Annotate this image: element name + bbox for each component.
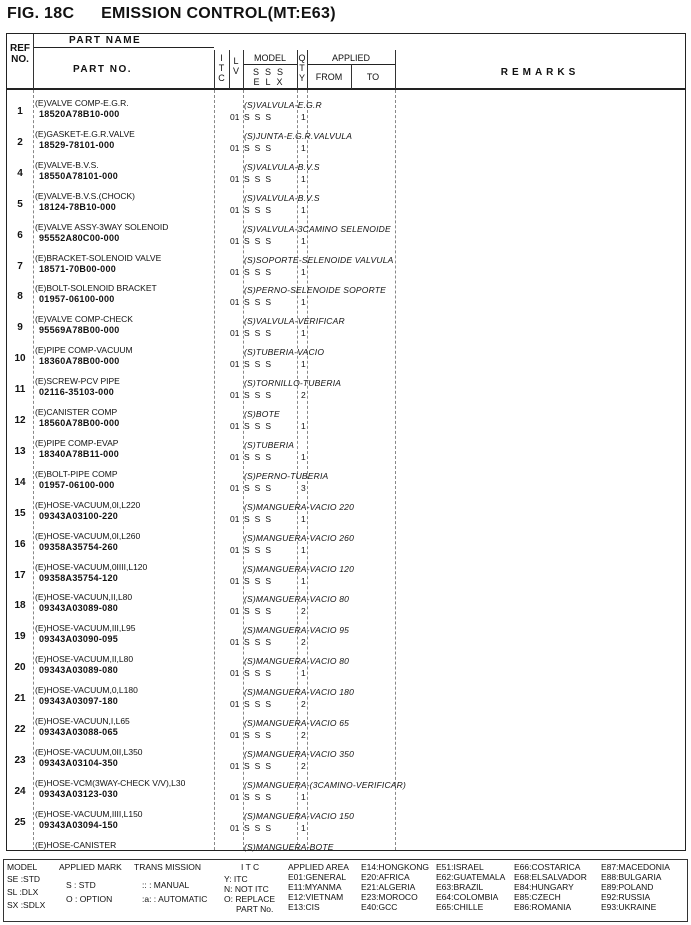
model-marks: SSS (244, 760, 277, 771)
ref-no: 11 (14, 384, 26, 396)
quantity: 1 (301, 544, 306, 555)
itc-code: 01 (230, 112, 240, 122)
ref-no: 14 (14, 476, 26, 488)
model-marks: SSS (244, 730, 277, 740)
part-name: (E)HOSE-VACUUM,II,L80 (35, 654, 134, 665)
quantity: 1 (301, 204, 306, 215)
legend-area-item: E11:MYANMA (288, 882, 342, 892)
part-number: 95552A80C00-000 (39, 232, 120, 243)
itc-code: 01 (230, 235, 240, 246)
spanish-name: (S)BOTE (244, 409, 280, 419)
legend-model-sl: SL :DLX (7, 887, 39, 897)
quantity: 2 (301, 760, 306, 771)
part-name: (E)BOLT-SOLENOID BRACKET (35, 283, 157, 294)
spanish-name: (S)VALVULA-E.G.R (244, 100, 322, 110)
ref-no: 2 (17, 136, 23, 148)
part-number: 18550A78101-000 (39, 170, 119, 181)
legend-applied-mark-title: APPLIED MARK (59, 862, 122, 872)
table-row (7, 469, 687, 500)
parts-table (6, 33, 686, 851)
part-number: 18360A78B00-000 (39, 356, 120, 367)
ref-no: 22 (14, 724, 26, 735)
ref-no: 8 (17, 291, 23, 303)
part-name: (E)HOSE-VACUUM,0,L180 (35, 685, 138, 696)
part-number: 09343A03097-180 (39, 696, 119, 707)
legend-area-item: E01:GENERAL (288, 872, 347, 882)
itc-code: 01 (230, 421, 240, 431)
spanish-name: (S)MANGUERA-VACIO 150 (244, 810, 355, 821)
legend-area-item: E62:GUATEMALA (436, 872, 506, 882)
lv-letter: L (233, 56, 239, 66)
part-number: 09343A03123-030 (39, 788, 119, 799)
legend-area-item: E92:RUSSIA (601, 892, 651, 902)
itc-code: 01 (230, 328, 240, 339)
legend-area-item: E23:MOROCO (361, 892, 418, 902)
model-marks: SSS (244, 482, 277, 493)
itc-code: 01 (230, 390, 240, 401)
quantity: 1 (301, 173, 306, 184)
itc-header (214, 53, 229, 83)
part-number: 09343A03088-065 (39, 727, 119, 737)
model-marks: SSS (244, 606, 277, 617)
ref-no: 12 (14, 415, 26, 426)
itc-code: 01 (230, 173, 240, 184)
itc-code: 01 (230, 204, 240, 215)
quantity: 1 (301, 328, 306, 339)
table-row (7, 98, 687, 129)
legend-itc-n: N: NOT ITC (224, 884, 269, 894)
qty-letter: Y (298, 73, 305, 83)
legend-mark-option: O : OPTION (66, 894, 113, 904)
part-name: (E)VALVE COMP-E.G.R. (35, 98, 129, 108)
part-name: (E)HOSE-VACUUM,0II,L350 (35, 746, 143, 757)
table-row (7, 592, 687, 623)
model-marks: SSS (244, 822, 277, 833)
figure-name: EMISSION CONTROL(MT:E63) (101, 5, 336, 22)
ref-no: 25 (14, 816, 26, 828)
table-row (7, 747, 687, 778)
legend-area-item: E21:ALGERIA (361, 882, 416, 892)
ref-no: 23 (14, 754, 26, 766)
table-row (7, 129, 687, 160)
table-row (7, 778, 687, 809)
part-name: (E)VALVE COMP-CHECK (35, 314, 133, 325)
model-header: MODEL (253, 53, 286, 63)
part-number: 02116-35103-000 (39, 387, 115, 398)
legend-area-item: E64:COLOMBIA (436, 892, 499, 902)
spanish-name: (S)JUNTA-E.G.R.VALVULA (244, 130, 353, 141)
legend-area-item: E40:GCC (361, 902, 398, 912)
ref-header-line: NO. (11, 54, 29, 65)
table-row (7, 253, 687, 284)
legend-area-item: E87:MACEDONIA (601, 862, 670, 872)
header-bottom-line (7, 88, 685, 90)
legend-itc-y: Y: ITC (224, 874, 248, 884)
ref-no: 17 (14, 569, 26, 581)
spanish-name: (S)MANGUERA-VACIO 350 (244, 748, 355, 759)
part-name: (E)CANISTER COMP (35, 407, 118, 417)
legend-itc-partno: PART No. (236, 904, 274, 914)
itc-code: 01 (230, 637, 240, 648)
legend-area-item: E51:ISRAEL (436, 862, 484, 872)
itc-code: 01 (230, 575, 240, 586)
model-marks: SSS (244, 204, 277, 215)
model-marks: SSS (244, 513, 277, 524)
ref-no: 5 (17, 198, 23, 210)
ref-no: 10 (14, 353, 26, 365)
legend-area-item: E65:CHILLE (436, 902, 484, 912)
itc-code: 01 (230, 760, 240, 771)
table-row (7, 222, 687, 253)
legend-area-item: E13:CIS (288, 902, 320, 912)
model-marks: SSS (244, 266, 277, 277)
model-marks: SSS (244, 112, 277, 122)
ref-no: 21 (14, 693, 26, 705)
part-no-header: PART NO. (73, 64, 133, 75)
table-row (7, 562, 687, 593)
spanish-name: (S)SOPORTE-SELENOIDE VALVULA (244, 254, 394, 265)
part-number: 95569A78B00-000 (39, 325, 120, 336)
quantity: 1 (301, 575, 306, 586)
spanish-name: (S)TORNILLO-TUBERIA (244, 378, 342, 389)
part-number: 18124-78B10-000 (39, 201, 117, 212)
legend-box (3, 859, 688, 922)
ref-header-line: REF (10, 43, 30, 54)
part-number: 09343A03089-080 (39, 603, 119, 614)
spanish-name: (S)VALVULA-3CAMINO SELENOIDE (244, 223, 391, 234)
legend-mark-std: S : STD (66, 880, 96, 890)
spanish-name: (S)PERNO-SELENOIDE SOPORTE (244, 285, 387, 296)
spanish-name: (S)MANGUERA-VACIO 80 (244, 594, 350, 605)
ref-no: 6 (17, 229, 23, 241)
part-number: 18520A78B10-000 (39, 109, 120, 119)
lv-header (229, 56, 243, 76)
part-name: (E)VALVE ASSY-3WAY SOLENOID (35, 221, 169, 232)
table-row (7, 314, 687, 345)
quantity: 1 (301, 359, 306, 370)
ref-no: 4 (17, 167, 23, 179)
model-marks: SSS (244, 359, 277, 370)
ref-no: 15 (14, 507, 26, 519)
legend-model-sx: SX :SDLX (7, 900, 46, 910)
table-row (7, 654, 687, 685)
table-row (7, 345, 687, 376)
model-marks: SSS (244, 451, 277, 462)
legend-area-title: APPLIED AREA (288, 862, 349, 872)
qty-header (297, 53, 307, 83)
quantity: 1 (301, 266, 306, 277)
legend-area-item: E14:HONGKONG (361, 862, 430, 872)
model-marks: SSS (244, 699, 277, 710)
table-row (7, 407, 687, 438)
itc-code: 01 (230, 730, 240, 740)
spanish-name: (S)MANGUERA-VACIO 95 (244, 625, 350, 636)
part-name: (E)HOSE-VACUUN,I,L65 (35, 716, 130, 726)
table-row (7, 500, 687, 531)
quantity: 1 (301, 235, 306, 246)
figure-number: FIG. 18C (7, 5, 75, 22)
part-number: 18529-78101-000 (39, 139, 115, 150)
quantity: 1 (301, 142, 306, 153)
legend-trans-manual: :: : MANUAL (142, 880, 190, 890)
model-marks: SSS (244, 791, 277, 802)
applied-header: APPLIED (331, 53, 371, 63)
itc-code: 01 (230, 606, 240, 617)
itc-code: 01 (230, 822, 240, 833)
model-marks: SSS (244, 328, 277, 339)
model-marks: SSS (244, 421, 277, 431)
quantity: 3 (301, 482, 306, 493)
table-row (7, 191, 687, 222)
ref-no-header (7, 43, 33, 65)
qty-letter: T (299, 63, 305, 73)
part-name: (E)HOSE-VACUUN,II,L80 (35, 592, 133, 603)
ref-no: 7 (17, 260, 23, 272)
part-name: (E)HOSE-VACUUM,0IIII,L120 (35, 561, 148, 572)
spanish-name: (S)MANGUERA-VACIO 80 (244, 656, 350, 667)
legend-area-item: E85:CZECH (514, 892, 561, 902)
part-name: (E)PIPE COMP-EVAP (35, 437, 119, 448)
legend-trans-auto: :a: : AUTOMATIC (142, 894, 208, 904)
ref-no: 1 (17, 106, 23, 117)
quantity: 1 (301, 668, 306, 679)
itc-code: 01 (230, 544, 240, 555)
part-name: (E)HOSE-VACUUM,0I,L220 (35, 499, 141, 510)
qty-letter: Q (298, 53, 306, 63)
part-name: (E)HOSE-VCM(3WAY-CHECK V/V),L30 (35, 777, 186, 788)
itc-code: 01 (230, 513, 240, 524)
ref-no: 13 (14, 445, 26, 457)
itc-code: 01 (230, 699, 240, 710)
quantity: 2 (301, 606, 306, 617)
quantity: 1 (301, 112, 306, 122)
model-marks: SSS (244, 637, 277, 648)
part-number: 09358A35754-120 (39, 572, 119, 583)
model-sub-letter: X (276, 77, 289, 87)
table-row (7, 623, 687, 654)
legend-itc-title: I T C (241, 862, 260, 872)
itc-code: 01 (230, 142, 240, 153)
quantity: 1 (301, 822, 306, 833)
itc-code: 01 (230, 482, 240, 493)
part-number: 01957-06100-000 (39, 479, 115, 490)
model-col: S (264, 67, 277, 77)
quantity: 1 (301, 791, 306, 802)
model-cols (245, 67, 297, 77)
ref-no: 20 (14, 662, 26, 674)
table-row (7, 716, 687, 747)
part-number: 09343A03100-220 (39, 510, 119, 521)
quantity: 1 (301, 451, 306, 462)
model-marks: SSS (244, 668, 277, 679)
model-sub-letter: L (265, 77, 277, 87)
part-name: (E)BOLT-PIPE COMP (35, 468, 118, 479)
itc-letter: T (218, 63, 225, 73)
part-number: 01957-06100-000 (39, 294, 115, 305)
model-marks: SSS (244, 142, 277, 153)
legend-area-item: E12:VIETNAM (288, 892, 344, 902)
table-row (7, 438, 687, 469)
legend-area-item: E89:POLAND (601, 882, 654, 892)
part-name: (E)HOSE-CANISTER (35, 839, 117, 850)
table-row (7, 376, 687, 407)
model-sub-letter: E (253, 77, 266, 87)
legend-area-item: E20:AFRICA (361, 872, 410, 882)
part-name: (E)VALVE-B.V.S. (35, 159, 99, 170)
model-divider (244, 64, 297, 65)
spanish-name: (S)MANGUERA-BOTE (244, 841, 334, 852)
spanish-name: (S)MANGUERA-VACIO 260 (244, 532, 355, 543)
spanish-name: (S)MANGUERA-VACIO 65 (244, 718, 350, 728)
part-name: (E)GASKET-E.G.R.VALVE (35, 128, 135, 139)
spanish-name: (S)MANGUERA-VACIO 120 (244, 563, 355, 574)
table-row (7, 160, 687, 191)
legend-area-item: E84:HUNGARY (514, 882, 574, 892)
legend-model-se: SE :STD (7, 874, 41, 884)
quantity: 1 (301, 297, 306, 308)
ref-no: 16 (14, 538, 26, 550)
itc-code: 01 (230, 359, 240, 370)
part-number: 09343A03089-080 (39, 665, 119, 676)
part-name: (E)HOSE-VACUUM,III,L95 (35, 623, 136, 634)
model-marks: SSS (244, 297, 277, 308)
table-row (7, 531, 687, 562)
ref-no: 19 (14, 631, 26, 643)
legend-trans-title: TRANS MISSION (134, 862, 202, 872)
spanish-name: (S)MANGUERA-VACIO 180 (244, 687, 355, 698)
ref-no: 9 (17, 322, 23, 334)
part-number: 18571-70B00-000 (39, 263, 117, 274)
model-marks: SSS (244, 390, 277, 401)
part-name: (E)HOSE-VACUUM,0I,L260 (35, 530, 141, 541)
legend-area-item: E63:BRAZIL (436, 882, 484, 892)
part-name: (E)VALVE-B.V.S.(CHOCK) (35, 190, 135, 201)
ref-no: 18 (14, 600, 26, 612)
part-name: (E)PIPE COMP-VACUUM (35, 345, 133, 356)
part-number: 09343A03104-350 (39, 757, 119, 768)
spanish-name: (S)TUBERIA-VACIO (244, 347, 325, 358)
itc-code: 01 (230, 266, 240, 277)
model-col: S (252, 67, 265, 77)
remarks-header: REMARKS (500, 67, 580, 78)
part-name: (E)HOSE-VACUUM,IIII,L150 (35, 808, 143, 819)
part-number: 09343A03090-095 (39, 634, 119, 645)
model-marks: SSS (244, 575, 277, 586)
quantity: 1 (301, 513, 306, 524)
part-name: (E)SCREW-PCV PIPE (35, 376, 120, 387)
spanish-name: (S)MANGUERA-VACIO 220 (244, 501, 355, 512)
itc-letter: I (220, 53, 223, 63)
model-marks: SSS (244, 544, 277, 555)
table-row (7, 283, 687, 314)
spanish-name: (S)MANGUERA-(3CAMINO-VERIFICAR) (244, 779, 407, 790)
itc-code: 01 (230, 451, 240, 462)
itc-code: 01 (230, 668, 240, 679)
legend-area-item: E88:BULGARIA (601, 872, 662, 882)
spanish-name: (S)VALVULA-B.V.S (244, 161, 320, 172)
part-name-header: PART NAME (69, 35, 142, 46)
header-divider (33, 47, 214, 48)
from-header: FROM (315, 72, 343, 82)
page-title (7, 5, 336, 23)
legend-area-item: E68:ELSALVADOR (514, 872, 587, 882)
legend-itc-o: O: REPLACE (224, 894, 276, 904)
spanish-name: (S)VALVULA-VERIFICAR (244, 316, 345, 327)
itc-code: 01 (230, 791, 240, 802)
quantity: 2 (301, 730, 306, 740)
part-number: 09358A35754-260 (39, 541, 119, 552)
quantity: 2 (301, 699, 306, 710)
spanish-name: (S)PERNO-TUBERIA (244, 470, 329, 481)
legend-model-title: MODEL (7, 862, 38, 872)
spanish-name: (S)TUBERIA (244, 439, 295, 450)
legend-area-item: E86:ROMANIA (514, 902, 572, 912)
itc-letter: C (218, 73, 225, 83)
legend-area-item: E93:UKRAINE (601, 902, 657, 912)
part-number: 18340A78B11-000 (39, 448, 120, 459)
part-number: 18560A78B00-000 (39, 418, 120, 428)
model-marks: SSS (244, 235, 277, 246)
to-header: TO (366, 72, 380, 82)
spanish-name: (S)VALVULA-B.V.S (244, 192, 320, 203)
ref-no: 24 (14, 785, 26, 797)
table-row (7, 685, 687, 716)
model-sub (245, 77, 297, 87)
itc-code: 01 (230, 297, 240, 308)
model-col: S (277, 67, 290, 77)
quantity: 1 (301, 421, 306, 431)
part-name: (E)BRACKET-SOLENOID VALVE (35, 252, 162, 263)
legend-area-item: E66:COSTARICA (514, 862, 581, 872)
lv-letter: V (232, 66, 239, 76)
model-marks: SSS (244, 173, 277, 184)
table-row (7, 809, 687, 840)
quantity: 2 (301, 637, 306, 648)
quantity: 2 (301, 390, 306, 401)
part-number: 09343A03094-150 (39, 819, 119, 830)
